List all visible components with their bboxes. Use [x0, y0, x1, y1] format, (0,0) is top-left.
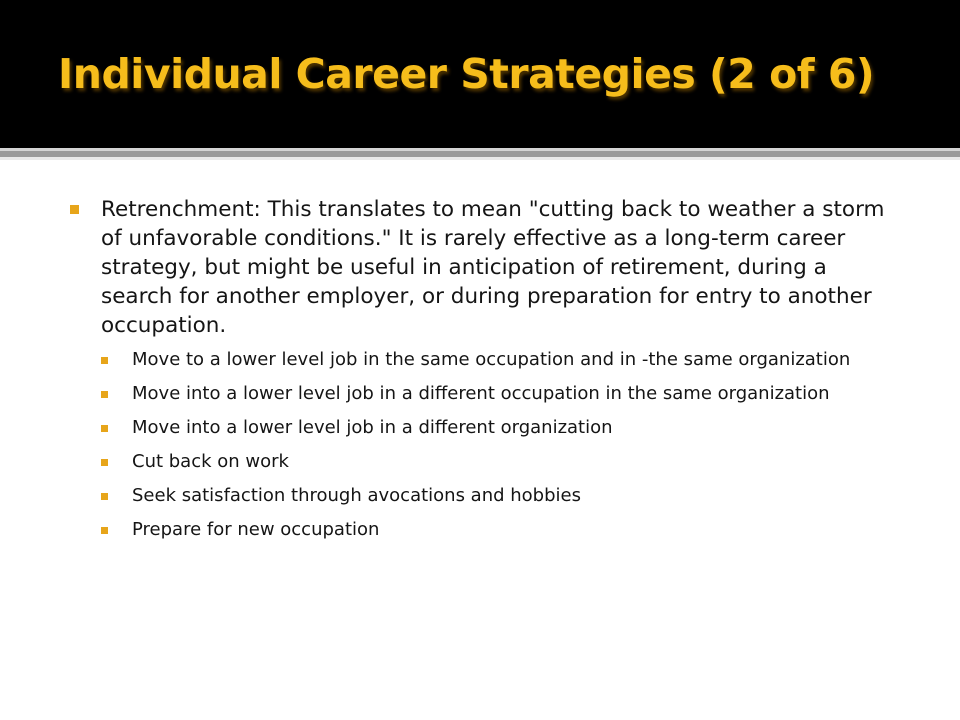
main-bullet-text: Retrenchment: This translates to mean "cutting back to weather a storm of unfavorable conditions." It is rarely effective as a long-term career strategy, but might be useful in anticipation of retirement, during a search for another employer, or during preparation for entry to another occupation. — [101, 197, 885, 338]
sub-bullet-item — [101, 348, 900, 372]
title-divider-shadow — [0, 157, 960, 160]
sub-bullet-text: Seek satisfaction through avocations and hobbies — [132, 485, 581, 506]
square-bullet-icon — [101, 493, 108, 500]
sub-bullet-list — [101, 348, 900, 542]
square-bullet-icon — [101, 527, 108, 534]
sub-bullet-text: Move into a lower level job in a different occupation in the same organization — [132, 383, 830, 404]
sub-bullet-text: Move to a lower level job in the same occupation and in -the same organization — [132, 349, 851, 370]
slide-title: Individual Career Strategies (2 of 6) — [58, 50, 875, 98]
slide-body — [70, 195, 900, 552]
square-bullet-icon — [101, 425, 108, 432]
main-bullet-item — [70, 195, 900, 542]
sub-bullet-text: Cut back on work — [132, 451, 289, 472]
square-bullet-icon — [101, 459, 108, 466]
sub-bullet-item — [101, 484, 900, 508]
square-bullet-icon — [101, 357, 108, 364]
sub-bullet-text: Move into a lower level job in a different organization — [132, 417, 613, 438]
sub-bullet-item — [101, 382, 900, 406]
sub-bullet-text: Prepare for new occupation — [132, 519, 380, 540]
sub-bullet-item — [101, 450, 900, 474]
square-bullet-icon — [101, 391, 108, 398]
square-bullet-icon — [70, 205, 79, 214]
sub-bullet-item — [101, 518, 900, 542]
sub-bullet-item — [101, 416, 900, 440]
title-bar — [0, 0, 960, 148]
